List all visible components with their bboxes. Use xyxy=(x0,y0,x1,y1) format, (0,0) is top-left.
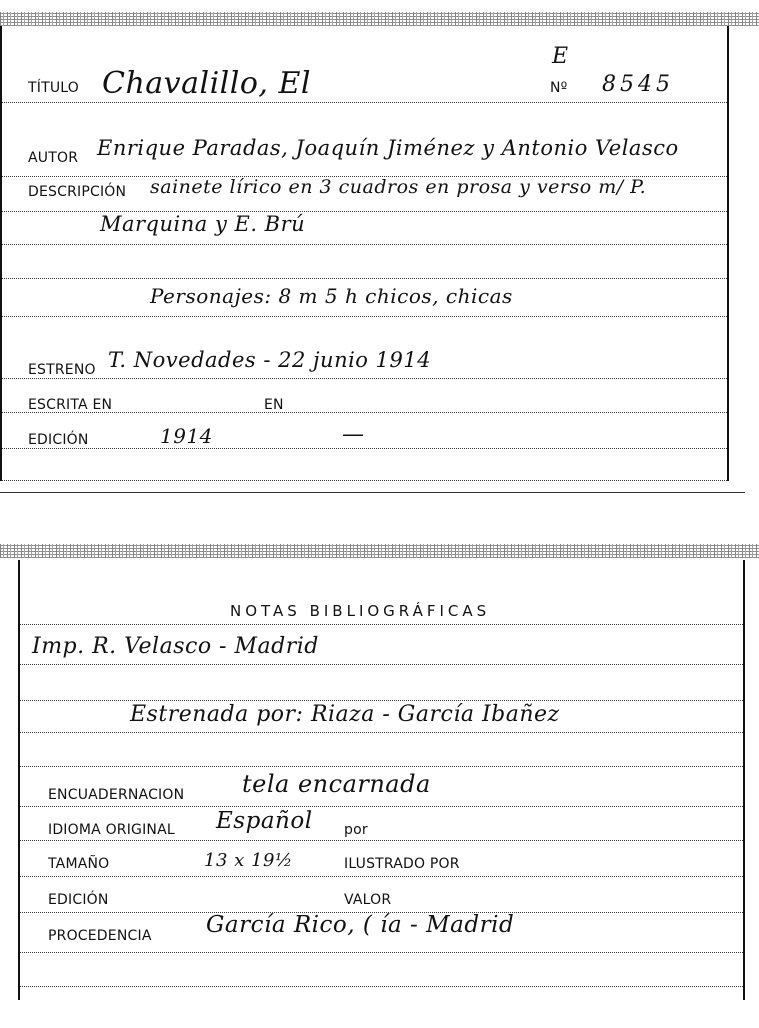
nota-imprenta: Imp. R. Velasco - Madrid xyxy=(32,634,319,659)
edicion-dash: — xyxy=(342,422,365,447)
idioma-label: IDIOMA ORIGINAL xyxy=(48,822,175,838)
estreno-label: ESTRENO xyxy=(28,362,96,378)
por-label: por xyxy=(344,822,368,838)
catalog-card-2 xyxy=(18,560,745,1000)
en-label: EN xyxy=(264,397,284,413)
notas-heading: NOTAS BIBLIOGRÁFICAS xyxy=(230,602,491,620)
estreno-value: T. Novedades - 22 junio 1914 xyxy=(108,348,432,372)
titulo-label: TÍTULO xyxy=(28,80,79,96)
autor-label: AUTOR xyxy=(28,150,79,166)
procedencia-value: García Rico, ( ía - Madrid xyxy=(206,912,515,938)
edicion2-label: EDICIÓN xyxy=(48,892,109,908)
catalog-prefix: E xyxy=(552,44,569,69)
encuadernacion-value: tela encarnada xyxy=(242,770,431,798)
idioma-value: Español xyxy=(216,808,313,834)
encuadernacion-label: ENCUADERNACION xyxy=(48,787,185,803)
escrita-label: ESCRITA EN xyxy=(28,397,113,413)
nota-estreno: Estrenada por: Riaza - García Ibañez xyxy=(130,702,560,727)
numero-value: 8545 xyxy=(602,72,674,97)
card2-top-edge xyxy=(0,544,759,558)
descripcion-line1: sainete lírico en 3 cuadros en prosa y verso m/ P. xyxy=(150,176,647,198)
tamano-label: TAMAÑO xyxy=(48,856,110,872)
ilustrado-label: ILUSTRADO POR xyxy=(344,856,460,872)
descripcion-label: DESCRIPCIÓN xyxy=(28,184,127,200)
autor-value: Enrique Paradas, Joaquín Jiménez y Antonio Velasco xyxy=(97,136,679,160)
procedencia-label: PROCEDENCIA xyxy=(48,928,152,944)
descripcion-line2: Marquina y E. Brú xyxy=(100,212,306,236)
edicion-label: EDICIÓN xyxy=(28,432,89,448)
valor-label: VALOR xyxy=(344,892,392,908)
titulo-value: Chavalillo, El xyxy=(102,66,312,101)
card1-top-edge xyxy=(0,12,759,26)
catalog-card-1 xyxy=(0,26,729,481)
edicion-value: 1914 xyxy=(160,424,213,448)
tamano-value: 13 x 19½ xyxy=(204,850,293,871)
card-separator xyxy=(0,492,745,493)
personajes-note: Personajes: 8 m 5 h chicos, chicas xyxy=(150,284,513,308)
numero-label: Nº xyxy=(550,80,568,96)
